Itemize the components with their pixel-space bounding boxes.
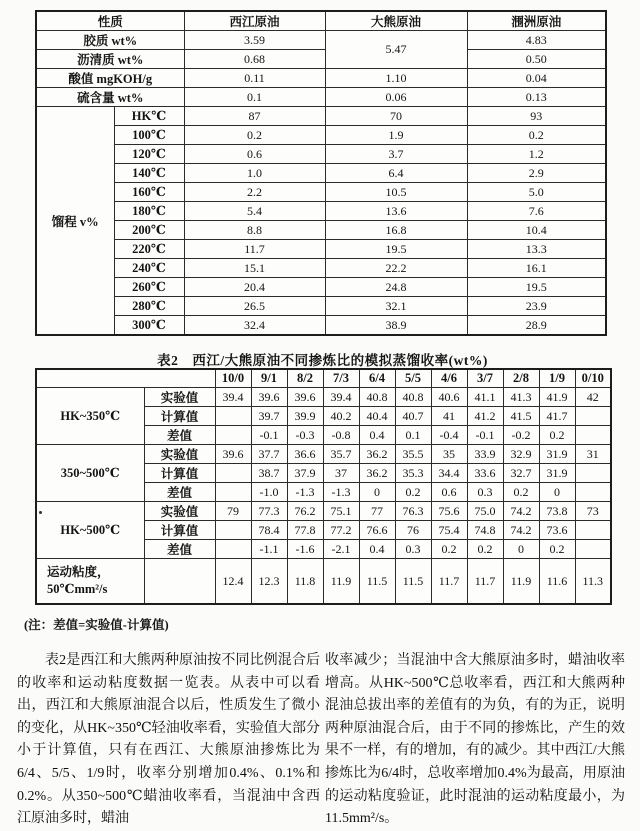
value-cell: -1.6 [287, 540, 323, 559]
value-cell: 10/0 [215, 369, 251, 388]
row-type-cell: 差值 [144, 426, 215, 445]
row-type-cell: 差值 [144, 483, 215, 502]
temperature-cell: 300℃ [114, 316, 184, 336]
table-row [36, 240, 606, 259]
value-cell: 42 [575, 388, 611, 407]
value-cell: 0.2 [467, 126, 606, 145]
value-cell: 1.0 [184, 164, 325, 183]
value-cell: 0.50 [467, 50, 606, 69]
value-cell: 7.6 [467, 202, 606, 221]
value-cell [575, 464, 611, 483]
table-row [36, 183, 606, 202]
table-footnote: (注：差值=实验值-计算值) [24, 618, 169, 632]
value-cell: 35.3 [395, 464, 431, 483]
temperature-cell: 260℃ [114, 278, 184, 297]
value-cell: 40.6 [431, 388, 467, 407]
value-cell: 35.7 [323, 445, 359, 464]
value-cell: 11.9 [323, 559, 359, 605]
value-cell: 76.2 [287, 502, 323, 521]
value-cell: 2/8 [503, 369, 539, 388]
crude-properties-table [35, 10, 607, 336]
value-cell [215, 464, 251, 483]
value-cell: 41 [431, 407, 467, 426]
value-cell: 0.3 [467, 483, 503, 502]
value-cell: 4.83 [467, 31, 606, 50]
value-cell: 41.2 [467, 407, 503, 426]
temperature-cell: 180℃ [114, 202, 184, 221]
table-row [36, 126, 606, 145]
value-cell: 16.1 [467, 259, 606, 278]
value-cell: 11.7 [431, 559, 467, 605]
table-row [36, 502, 611, 521]
value-cell: 31 [575, 445, 611, 464]
cut-range-label-cell: HK~500℃ [36, 502, 144, 559]
value-cell: 3.59 [184, 31, 325, 50]
value-cell: 76 [395, 521, 431, 540]
daxiong-header-cell: 大熊原油 [325, 11, 467, 31]
value-cell: 39.6 [215, 445, 251, 464]
viscosity-row [36, 559, 611, 605]
value-cell: 37.7 [251, 445, 287, 464]
table-header-row [36, 11, 606, 31]
value-cell: 0.2 [539, 426, 575, 445]
row-type-cell: 差值 [144, 540, 215, 559]
value-cell: -1.3 [323, 483, 359, 502]
value-cell: 0.13 [467, 88, 606, 107]
value-cell [215, 407, 251, 426]
value-cell: 32.1 [325, 297, 467, 316]
value-cell: 78.4 [251, 521, 287, 540]
value-cell: 6.4 [325, 164, 467, 183]
value-cell: 31.9 [539, 464, 575, 483]
temperature-cell: 220℃ [114, 240, 184, 259]
value-cell: 40.8 [395, 388, 431, 407]
value-cell: 1.2 [467, 145, 606, 164]
value-cell: 38.9 [325, 316, 467, 336]
table2-title: 表2 西江/大熊原油不同掺炼比的模拟蒸馏收率(wt%) [157, 353, 488, 368]
value-cell [575, 521, 611, 540]
value-cell: 75.4 [431, 521, 467, 540]
value-cell: 36.6 [287, 445, 323, 464]
row-type-cell: 计算值 [144, 407, 215, 426]
value-cell: 39.6 [251, 388, 287, 407]
value-cell: 31.9 [539, 445, 575, 464]
value-cell [575, 483, 611, 502]
empty-corner-cell [36, 369, 215, 388]
value-cell: 11.5 [359, 559, 395, 605]
value-cell: 32.7 [503, 464, 539, 483]
row-type-cell: 计算值 [144, 521, 215, 540]
temperature-cell: HK℃ [114, 107, 184, 126]
value-cell: 0.6 [184, 145, 325, 164]
value-cell: 0 [359, 483, 395, 502]
value-cell: 11.7 [184, 240, 325, 259]
table-row [36, 31, 606, 50]
value-cell: 2.9 [467, 164, 606, 183]
value-cell: 40.2 [323, 407, 359, 426]
table-row [36, 388, 611, 407]
distillation-group-label-cell: 馏程 v% [36, 107, 114, 336]
value-cell: 75.1 [323, 502, 359, 521]
value-cell: 13.6 [325, 202, 467, 221]
value-cell: 35 [431, 445, 467, 464]
value-cell: 0.2 [431, 540, 467, 559]
table-row [36, 69, 606, 88]
value-cell: 11.3 [575, 559, 611, 605]
value-cell: 0.11 [184, 69, 325, 88]
value-cell: 0.2 [395, 483, 431, 502]
row-type-cell: 实验值 [144, 388, 215, 407]
value-cell: 41.5 [503, 407, 539, 426]
value-cell: 0.4 [359, 540, 395, 559]
table-row [36, 221, 606, 240]
value-cell: 73.6 [539, 521, 575, 540]
table-row [36, 145, 606, 164]
value-cell: 79 [215, 502, 251, 521]
value-cell: -2.1 [323, 540, 359, 559]
value-cell [215, 483, 251, 502]
value-cell: 0.1 [184, 88, 325, 107]
value-cell: 3.7 [325, 145, 467, 164]
value-cell [575, 426, 611, 445]
value-cell: 39.7 [251, 407, 287, 426]
temperature-cell: 200℃ [114, 221, 184, 240]
value-cell: -0.1 [467, 426, 503, 445]
table-row [36, 202, 606, 221]
value-cell: -0.1 [251, 426, 287, 445]
value-cell: 41.9 [539, 388, 575, 407]
value-cell: 13.3 [467, 240, 606, 259]
table-row [36, 445, 611, 464]
value-cell: 39.9 [287, 407, 323, 426]
value-cell: 37.9 [287, 464, 323, 483]
value-cell: 1.9 [325, 126, 467, 145]
value-cell: 33.6 [467, 464, 503, 483]
value-cell: 39.4 [323, 388, 359, 407]
value-cell: 41.1 [467, 388, 503, 407]
cut-range-label-cell: 350~500℃ [36, 445, 144, 502]
row-type-cell: 实验值 [144, 445, 215, 464]
viscosity-label-line1: 运动粘度， [47, 565, 110, 579]
value-cell: 36.2 [359, 464, 395, 483]
row-type-cell: 计算值 [144, 464, 215, 483]
value-cell: 77.2 [323, 521, 359, 540]
body-text-left-column: 表2是西江和大熊两种原油按不同比例混合后的收率和运动粘度数据一览表。从表中可以看出，西江和大熊原油混合以后，性质发生了微小的变化，从HK~350℃轻油收率看，实验值大部分小于计算值，只有在西江、大熊原油掺炼比为6/4、5/5、1/9时，收率分别增加0.4%、0.1%和0.2%。从350~500℃蜡油收率看，当混油中含西江原油多时，蜡油 [17, 653, 320, 827]
value-cell: 0.06 [325, 88, 467, 107]
value-cell: 19.5 [325, 240, 467, 259]
value-cell: 34.4 [431, 464, 467, 483]
value-cell: 20.4 [184, 278, 325, 297]
value-cell: -1.1 [251, 540, 287, 559]
value-cell: 0.4 [359, 426, 395, 445]
value-cell: 4/6 [431, 369, 467, 388]
value-cell: 73.8 [539, 502, 575, 521]
value-cell [575, 540, 611, 559]
value-cell: -0.8 [323, 426, 359, 445]
value-cell: 0.68 [184, 50, 325, 69]
temperature-cell: 100℃ [114, 126, 184, 145]
value-cell: 1.10 [325, 69, 467, 88]
xijiang-header-cell: 西江原油 [184, 11, 325, 31]
value-cell: 36.2 [359, 445, 395, 464]
temperature-cell: 140℃ [114, 164, 184, 183]
value-cell: 11.8 [287, 559, 323, 605]
value-cell: 74.2 [503, 521, 539, 540]
value-cell: 26.5 [184, 297, 325, 316]
value-cell: 37 [323, 464, 359, 483]
cut-range-label-cell: HK~350℃ [36, 388, 144, 445]
value-cell: 0 [503, 540, 539, 559]
value-cell: 0.1 [395, 426, 431, 445]
value-cell: 32.4 [184, 316, 325, 336]
value-cell: 9/1 [251, 369, 287, 388]
value-cell: 38.7 [251, 464, 287, 483]
value-cell-merged: 5.47 [325, 31, 467, 69]
value-cell: 5/5 [395, 369, 431, 388]
value-cell: 73 [575, 502, 611, 521]
value-cell [215, 521, 251, 540]
value-cell: 41.7 [539, 407, 575, 426]
value-cell: 0.2 [184, 126, 325, 145]
value-cell: 11.5 [395, 559, 431, 605]
value-cell: 0.2 [503, 483, 539, 502]
value-cell: 0.3 [395, 540, 431, 559]
empty-cell [144, 559, 215, 605]
table-row [36, 50, 606, 69]
value-cell: 2.2 [184, 183, 325, 202]
blend-yield-table [35, 368, 612, 605]
value-cell: -0.2 [503, 426, 539, 445]
value-cell [215, 426, 251, 445]
value-cell: 40.8 [359, 388, 395, 407]
value-cell: 11.9 [503, 559, 539, 605]
value-cell: 32.9 [503, 445, 539, 464]
value-cell: 28.9 [467, 316, 606, 336]
table-row [36, 164, 606, 183]
row-label-cell: 酸值 mgKOH/g [36, 69, 184, 88]
value-cell: 93 [467, 107, 606, 126]
value-cell: 87 [184, 107, 325, 126]
value-cell: 40.7 [395, 407, 431, 426]
value-cell: 10.4 [467, 221, 606, 240]
table-row [36, 259, 606, 278]
value-cell: 35.5 [395, 445, 431, 464]
value-cell: 12.3 [251, 559, 287, 605]
value-cell: 74.8 [467, 521, 503, 540]
row-type-cell: 实验值 [144, 502, 215, 521]
value-cell: 1/9 [539, 369, 575, 388]
table-row [36, 107, 606, 126]
value-cell: 75.6 [431, 502, 467, 521]
value-cell: 19.5 [467, 278, 606, 297]
viscosity-label-cell [36, 559, 144, 605]
value-cell: 33.9 [467, 445, 503, 464]
value-cell: 0 [539, 483, 575, 502]
temperature-cell: 120℃ [114, 145, 184, 164]
value-cell: 10.5 [325, 183, 467, 202]
value-cell: 75.0 [467, 502, 503, 521]
value-cell: 39.4 [215, 388, 251, 407]
value-cell: 6/4 [359, 369, 395, 388]
value-cell: 0/10 [575, 369, 611, 388]
value-cell: 0.04 [467, 69, 606, 88]
value-cell: 24.8 [325, 278, 467, 297]
value-cell: 5.4 [184, 202, 325, 221]
ratio-header-row [36, 369, 611, 388]
value-cell: 22.2 [325, 259, 467, 278]
value-cell: 23.9 [467, 297, 606, 316]
table-row [36, 88, 606, 107]
value-cell: 77.3 [251, 502, 287, 521]
property-header-cell: 性质 [36, 11, 184, 31]
value-cell: 8.8 [184, 221, 325, 240]
temperature-cell: 280℃ [114, 297, 184, 316]
row-label-cell: 硫含量 wt% [36, 88, 184, 107]
value-cell: 0.2 [539, 540, 575, 559]
scan-speck [39, 511, 42, 514]
value-cell [215, 540, 251, 559]
value-cell: 0.2 [467, 540, 503, 559]
value-cell: 7/3 [323, 369, 359, 388]
value-cell: 39.6 [287, 388, 323, 407]
value-cell: -0.3 [287, 426, 323, 445]
value-cell: 0.6 [431, 483, 467, 502]
value-cell [575, 407, 611, 426]
table-row [36, 297, 606, 316]
value-cell: -1.0 [251, 483, 287, 502]
value-cell: 76.3 [395, 502, 431, 521]
row-label-cell: 沥清质 wt% [36, 50, 184, 69]
value-cell: 70 [325, 107, 467, 126]
value-cell: 11.7 [467, 559, 503, 605]
value-cell: 40.4 [359, 407, 395, 426]
temperature-cell: 160℃ [114, 183, 184, 202]
value-cell: 77.8 [287, 521, 323, 540]
value-cell: 41.3 [503, 388, 539, 407]
value-cell: 16.8 [325, 221, 467, 240]
viscosity-label-line2: 50℃mm²/s [47, 582, 108, 596]
value-cell: 3/7 [467, 369, 503, 388]
value-cell: -1.3 [287, 483, 323, 502]
weizhou-header-cell: 涠洲原油 [467, 11, 606, 31]
value-cell: -0.4 [431, 426, 467, 445]
value-cell: 74.2 [503, 502, 539, 521]
table-row [36, 278, 606, 297]
value-cell: 11.6 [539, 559, 575, 605]
value-cell: 5.0 [467, 183, 606, 202]
temperature-cell: 240℃ [114, 259, 184, 278]
value-cell: 15.1 [184, 259, 325, 278]
table-row [36, 316, 606, 336]
value-cell: 77 [359, 502, 395, 521]
value-cell: 12.4 [215, 559, 251, 605]
body-text-right-column: 收率减少；当混油中含大熊原油多时，蜡油收率增高。从HK~500℃总收率看，西江和大熊两种混油总拔出率的差值有的为负，有的为正，说明两种原油混合后，由于不同的掺炼比，产生的效果不一样，有的增加，有的减少。其中西江/大熊掺炼比为6/4时，总收率增加0.4%为最高，用原油的运动粘度验证，此时混油的运动粘度最小，为11.5mm²/s。 [325, 653, 625, 827]
value-cell: 8/2 [287, 369, 323, 388]
row-label-cell: 胶质 wt% [36, 31, 184, 50]
value-cell: 76.6 [359, 521, 395, 540]
